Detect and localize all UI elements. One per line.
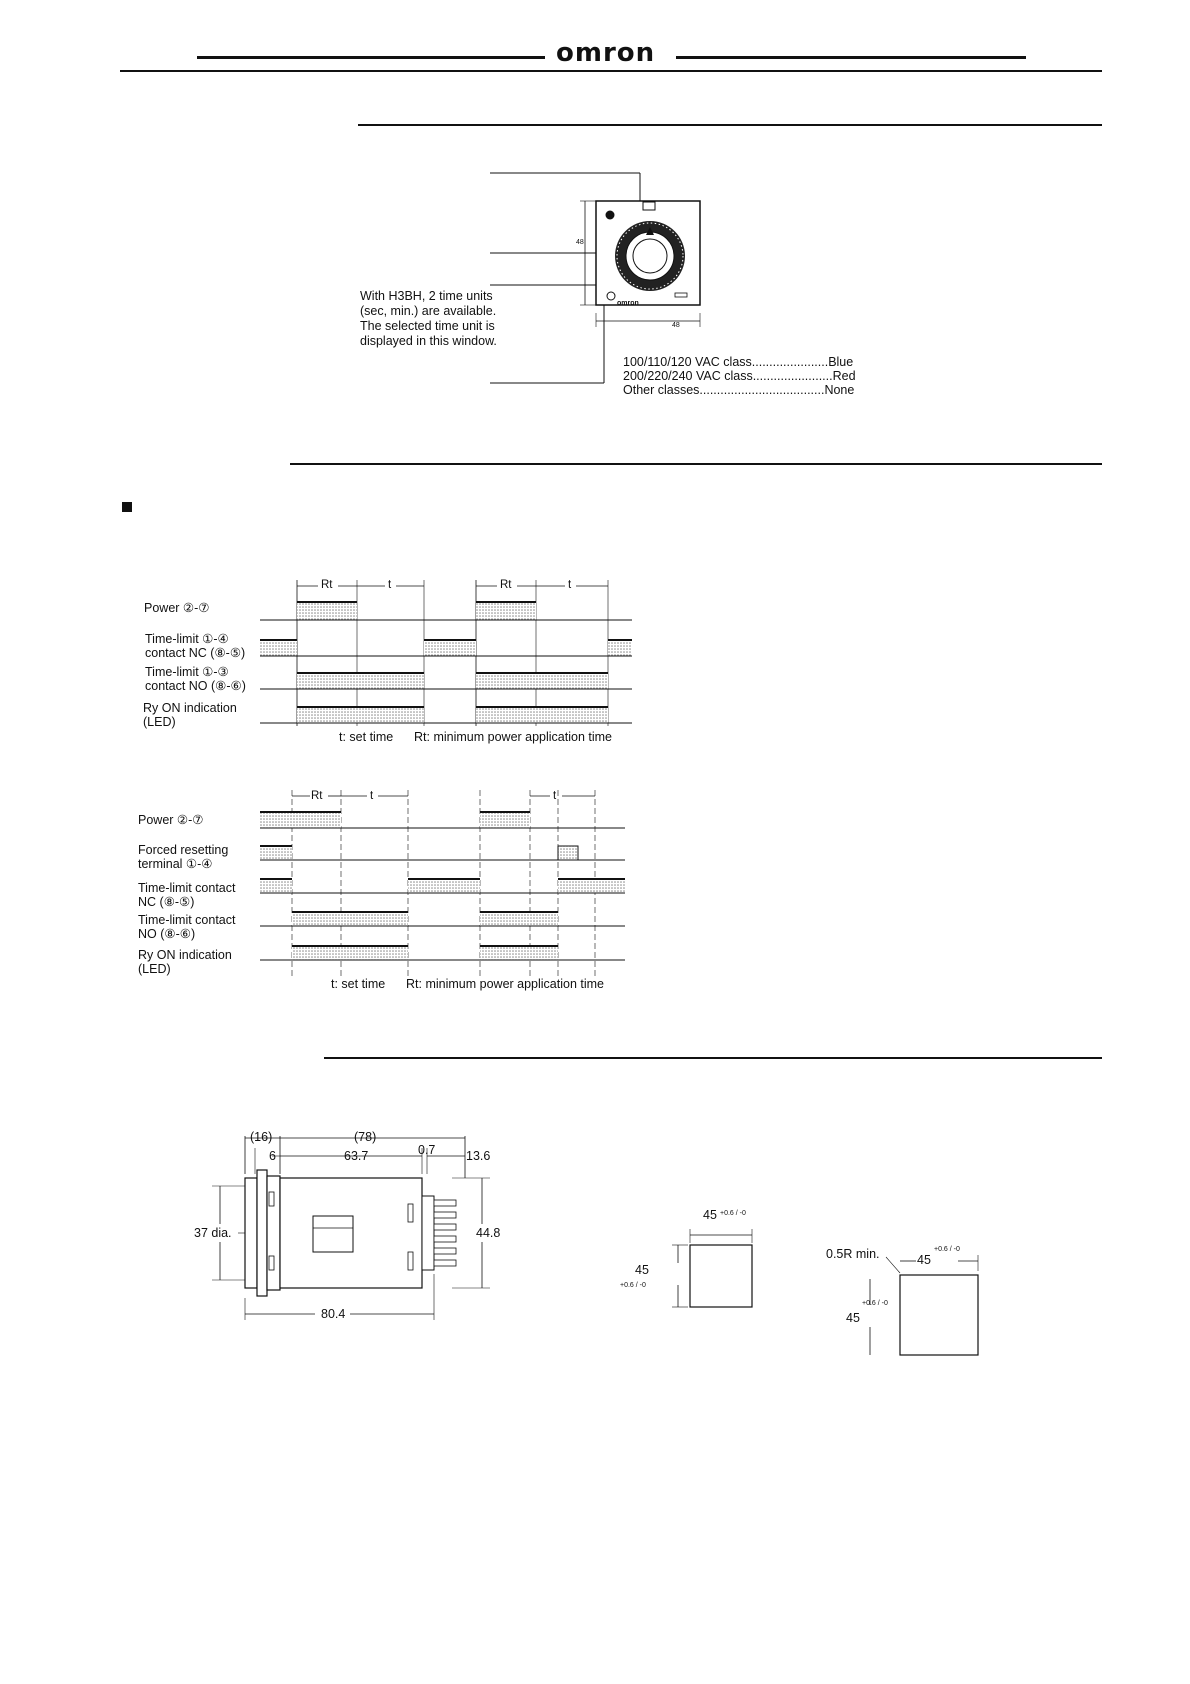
cutout2-width: 45 <box>917 1253 931 1267</box>
chart2-label-led-line1: Ry ON indication <box>138 948 232 962</box>
chart2-label-nc-line2: NC (⑧-⑤) <box>138 895 195 909</box>
timing-chart-2 <box>260 782 630 982</box>
color-class-red: 200/220/240 VAC class.......................Red <box>623 369 856 383</box>
cutout2-width-tol: +0.6 / -0 <box>934 1246 960 1253</box>
chart1-label-power: Power ②-⑦ <box>144 601 210 615</box>
front-dim-vertical: 48 <box>576 239 584 246</box>
chart1-label-nc-line2: contact NC (⑧-⑤) <box>145 646 246 660</box>
cutout1-height-tol: +0.6 / -0 <box>620 1282 646 1289</box>
brand-logo: omron <box>556 38 656 68</box>
dim-0-7: 0.7 <box>418 1143 436 1157</box>
chart2-label-no-line1: Time-limit contact <box>138 913 236 927</box>
dim-44-8: 44.8 <box>476 1226 501 1240</box>
chart2-label-no-line2: NO (⑧-⑥) <box>138 927 196 941</box>
panel-cutout-2 <box>840 1245 980 1365</box>
chart2-legend: t: set time Rt: minimum power application time <box>331 977 605 991</box>
cutout1-width: 45 <box>703 1208 717 1222</box>
dim-16: (16) <box>250 1130 273 1144</box>
timing-chart-1 <box>260 570 640 730</box>
cutout1-width-tol: +0.6 / -0 <box>720 1210 746 1217</box>
front-dim-horizontal: 48 <box>672 322 680 329</box>
chart1-legend: t: set time Rt: minimum power application time <box>339 730 613 744</box>
dial-brand-mark: omron <box>617 300 639 307</box>
section-bullet-icon <box>122 502 132 512</box>
chart1-marker-t1: t <box>388 579 392 591</box>
time-unit-note-line3: The selected time unit is <box>360 319 495 333</box>
chart2-label-power: Power ②-⑦ <box>138 813 204 827</box>
chart1-marker-t2: t <box>568 579 572 591</box>
chart2-marker-t2: t <box>553 790 557 802</box>
dim-78: (78) <box>354 1130 377 1144</box>
chart1-label-no-line1: Time-limit ①-③ <box>145 665 229 679</box>
dim-6: 6 <box>269 1149 276 1163</box>
cutout2-height-tol: +0.6 / -0 <box>862 1300 888 1307</box>
chart1-marker-rt1: Rt <box>321 579 333 591</box>
cutout2-height: 45 <box>846 1311 860 1325</box>
section-rule-nomenclature <box>358 124 1102 126</box>
chart2-label-reset-line2: terminal ①-④ <box>138 857 213 871</box>
header-full-rule <box>120 70 1102 72</box>
dim-37-dia: 37 dia. <box>194 1226 232 1240</box>
time-unit-note-line2: (sec, min.) are available. <box>360 304 497 318</box>
chart1-label-no-line2: contact NO (⑧-⑥) <box>145 679 246 693</box>
header-left-rule <box>197 56 545 59</box>
dim-63-7: 63.7 <box>344 1149 369 1163</box>
chart1-label-led-line1: Ry ON indication <box>143 701 237 715</box>
time-unit-note-line1: With H3BH, 2 time units <box>360 289 493 303</box>
dim-80-4: 80.4 <box>321 1307 346 1321</box>
color-class-blue: 100/110/120 VAC class......................Blue <box>623 355 854 369</box>
section-rule-dimensions <box>324 1057 1102 1059</box>
chart2-label-nc-line1: Time-limit contact <box>138 881 236 895</box>
chart2-marker-rt: Rt <box>311 790 323 802</box>
color-class-none: Other classes....................................None <box>623 383 855 397</box>
chart1-label-led-line2: (LED) <box>143 715 176 729</box>
chart2-label-reset-line1: Forced resetting <box>138 843 229 857</box>
chart2-label-led-line2: (LED) <box>138 962 171 976</box>
header-right-rule <box>676 56 1026 59</box>
chart1-marker-rt2: Rt <box>500 579 512 591</box>
dim-13-6: 13.6 <box>466 1149 491 1163</box>
time-unit-note-line4: displayed in this window. <box>360 334 497 348</box>
cutout1-height: 45 <box>635 1263 649 1277</box>
chart1-label-nc-line1: Time-limit ①-④ <box>145 632 229 646</box>
section-rule-operation <box>290 463 1102 465</box>
cutout2-corner: 0.5R min. <box>826 1247 880 1261</box>
chart2-marker-t1: t <box>370 790 374 802</box>
